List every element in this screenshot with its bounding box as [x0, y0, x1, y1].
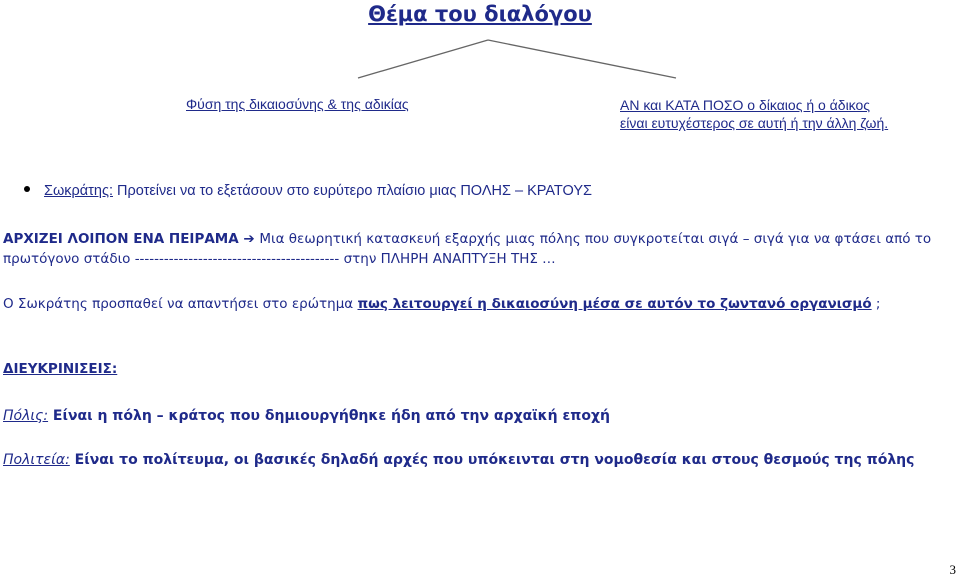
- definition-term: Πολιτεία:: [3, 452, 70, 468]
- clarifications-heading: ΔΙΕΥΚΡΙΝΙΣΕΙΣ:: [3, 361, 118, 377]
- page-title: Θέμα του διαλόγου: [368, 2, 592, 26]
- branch-right-line-2: είναι ευτυχέστερος σε αυτή ή την άλλη ζωή.: [620, 115, 889, 131]
- definition-term: Πόλις:: [3, 408, 49, 424]
- bullet-icon: [24, 186, 30, 192]
- bullet-text: Προτείνει να το εξετάσουν στο ευρύτερο πλαίσιο μιας ΠΟΛΗΣ – ΚΡΑΤΟΥΣ: [112, 183, 592, 199]
- bullet-item-socrates: [24, 183, 592, 199]
- branch-right-line-1: ΑΝ και ΚΑΤΑ ΠΟΣΟ ο δίκαιος ή ο άδικος: [620, 97, 871, 113]
- page-number: 3: [949, 562, 956, 577]
- question-highlight: πως λειτουργεί η δικαιοσύνη μέσα σε αυτόν το ζωντανό οργανισμό: [357, 296, 872, 312]
- branch-right-label: [620, 96, 888, 132]
- question-start: Ο Σωκράτης προσπαθεί να απαντήσει στο ερώτημα: [3, 296, 358, 312]
- experiment-paragraph: [3, 229, 958, 269]
- question-paragraph: [3, 296, 880, 312]
- question-end: ;: [871, 296, 881, 312]
- branch-left-label: Φύση της δικαιοσύνης & της αδικίας: [186, 96, 409, 112]
- branch-line-left: [358, 40, 488, 78]
- speaker-label: Σωκράτης:: [44, 183, 113, 199]
- experiment-text: Μια θεωρητική κατασκευή εξαρχής μιας πόλης που συγκροτείται σιγά – σιγά για να φτάσει από το πρωτόγονο στάδιο ------------------------------------------ στην ΠΛΗΡΗ ΑΝΑΠΤΥΞΗ ΤΗΣ …: [3, 231, 932, 267]
- definition-polis: [3, 408, 610, 424]
- experiment-lead: ΑΡΧΙΖΕΙ ΛΟΙΠΟΝ ΕΝΑ ΠΕΙΡΑΜΑ: [3, 231, 239, 247]
- definition-politeia: [3, 452, 914, 468]
- definition-text: Είναι η πόλη – κράτος που δημιουργήθηκε ήδη από την αρχαϊκή εποχή: [48, 408, 610, 424]
- definition-text: Είναι το πολίτευμα, οι βασικές δηλαδή αρχές που υπόκεινται στη νομοθεσία και στους θεσμούς της πόλης: [69, 452, 915, 468]
- arrow-icon: ➔: [238, 231, 260, 247]
- branch-line-right: [488, 40, 676, 78]
